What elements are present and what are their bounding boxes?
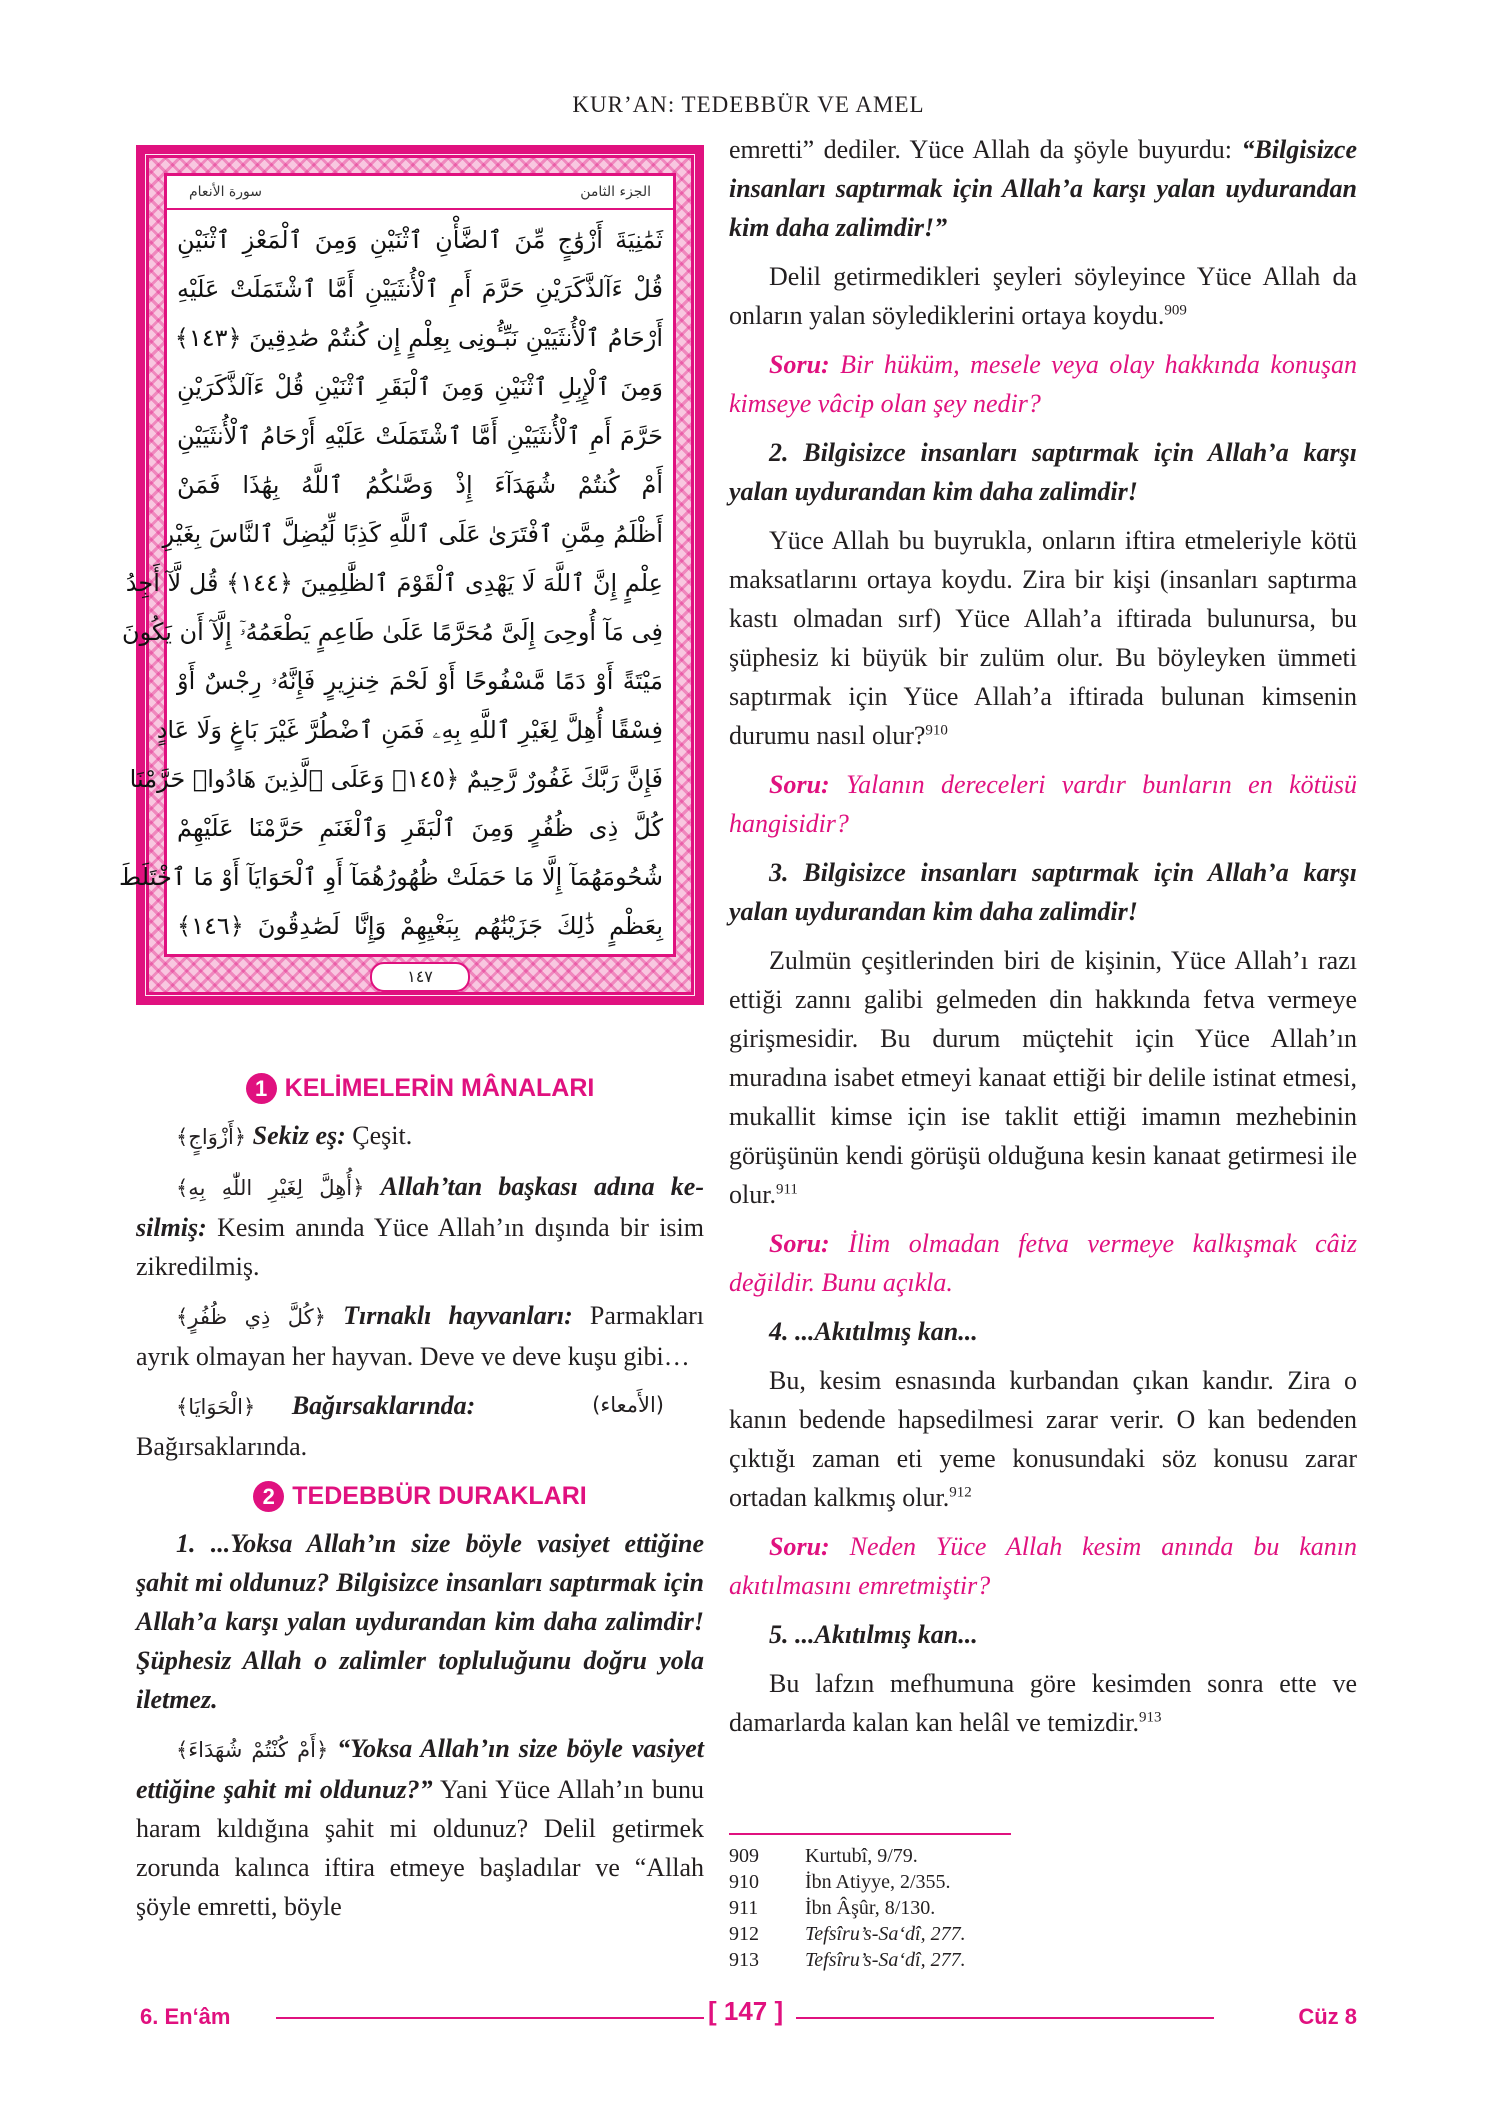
ayah-line: أَظْلَمُ مِمَّنِ ٱفْتَرَىٰ عَلَى ٱللَّهِ كَذِبًا لِّيُضِلَّ ٱلنَّاسَ بِغَيْرِ xyxy=(162,520,663,548)
word-entry xyxy=(136,1167,704,1286)
mushaf-page-number: ١٤٧ xyxy=(370,962,470,992)
term-label: Allah’tan başkası adına ke-silmiş: xyxy=(136,1171,705,1242)
arabic-term: ﴿أُهِلَّ لِغَيْرِ اللّٰهِ بِهِ﴾ xyxy=(176,1175,365,1200)
ayah-line: وَمِنَ ٱلْإِبِلِ ٱثْنَيْنِ وَمِنَ ٱلْبَقَرِ ٱثْنَيْنِ قُلْ ءَآلذَّكَرَيْنِ xyxy=(177,373,663,401)
footnote-item xyxy=(729,1947,966,1973)
footer-rule-right xyxy=(796,2017,1214,2019)
ayah-line: شُحُومَهُمَآ إِلَّا مَا حَمَلَتْ ظُهُورُهُمَآ أَوِ ٱلْحَوَايَآ أَوْ مَا ٱخْتَلَطَ xyxy=(119,863,663,891)
reflection-heading: 4. ...Akıtılmış kan... xyxy=(769,1317,978,1346)
reflection-heading: 3. Bilgisizce insanları saptırmak için Allah’a karşı yalan uydurandan kim daha zalimdir! xyxy=(729,858,1357,926)
reflection-heading: 1. ...Yoksa Allah’ın size böyle vasiyet ettiğine şahit mi oldunuz? Bilgisizce insanları saptırmak için Allah’a karşı yalan uydurandan kim daha zalimdir! Şüphesiz Allah o zalimler topluluğunu doğru yola iletmez. xyxy=(136,1528,704,1714)
body-text: Yüce Allah bu buyrukla, onların iftira etmeleriyle kötü maksatlarını ortaya koydu. Zira bir kişi (insanları saptırma kastı olmadan sırf) Yüce Allah’a iftirada bulunursa, bu şüphesiz ki büyük bir zulüm olur. Bu böyleyken ümmeti saptırmak için Yüce Allah’a iftirada bulunan kimsenin durumu nasıl olur? xyxy=(729,526,1357,750)
arabic-quote: ﴿أَمْ كُنْتُمْ شُهَدَاءَ﴾ xyxy=(176,1737,329,1762)
footnote-number: 910 xyxy=(729,1871,759,1893)
question-label: Soru: xyxy=(769,1532,830,1561)
section-number-badge: 1 xyxy=(246,1073,277,1104)
section-title-text: TEDEBBÜR DURAKLARI xyxy=(292,1481,587,1510)
body-paragraph xyxy=(729,1361,1357,1517)
body-paragraph xyxy=(729,1664,1357,1742)
body-text: Bu, kesim esnasında kurbandan çıkan kandır. Zira o kanın bedende hapsedilmesi zarar verir. O kan bedenden çıktığı zaman eti yeme konusundaki söz konusu zarar ortadan kalkmış olur. xyxy=(729,1366,1357,1512)
ayah-line: ثَمَٰنِيَةَ أَزْوَٰجٍ مِّنَ ٱلضَّأْنِ ٱثْنَيْنِ وَمِنَ ٱلْمَعْزِ ٱثْنَيْنِ xyxy=(177,226,663,254)
page-footer xyxy=(136,1996,1357,2036)
right-column xyxy=(729,130,1357,1752)
word-entry xyxy=(136,1386,704,1466)
footnote-number: 913 xyxy=(729,1949,759,1971)
footnote-number: 909 xyxy=(729,1845,759,1867)
running-header: KUR’AN: TEDEBBÜR VE AMEL xyxy=(572,92,925,117)
reflection-heading: 2. Bilgisizce insanları saptırmak için Allah’a karşı yalan uydurandan kim daha zalimdir! xyxy=(729,438,1357,506)
question-paragraph xyxy=(729,1224,1357,1302)
term-meaning: Çeşit. xyxy=(345,1120,413,1150)
footnote-text: İbn Âşûr, 8/130. xyxy=(805,1897,936,1919)
mushaf-frame xyxy=(119,145,704,1005)
footnote-item xyxy=(729,1921,966,1947)
footer-surah: 6. En‘âm xyxy=(140,2004,231,2029)
mushaf-juz-label: الجزء الثامن xyxy=(580,184,651,200)
footnote-text: Tefsîru’s-Sa‘dî, 277. xyxy=(805,1949,966,1971)
footnote-number: 912 xyxy=(729,1923,759,1945)
term-meaning: Bağırsaklarında. xyxy=(136,1431,308,1461)
footnote-ref[interactable]: 910 xyxy=(925,722,948,739)
ayah-line: فِى مَآ أُوحِىَ إِلَىَّ مُحَرَّمًا عَلَىٰ طَاعِمٍ يَطْعَمُهُۥٓ إِلَّآ أَن يَكُونَ xyxy=(121,618,663,646)
section-title-text: KELİMELERİN MÂNALARI xyxy=(284,1073,595,1102)
question-text: İlim olmadan fetva vermeye kalkışmak câiz değildir. Bunu açıkla. xyxy=(729,1229,1357,1297)
section-number-badge: 2 xyxy=(253,1481,284,1512)
ayah-line: عِلْمٍ إِنَّ ٱللَّهَ لَا يَهْدِى ٱلْقَوْمَ ٱلظَّٰلِمِينَ ﴿١٤٤﴾ قُل لَّآ أَجِدُ xyxy=(125,569,663,597)
body-text: Delil getirmedikleri şeyleri söyleyince Yüce Allah da onların yalan söylediklerini ortaya koydu. xyxy=(729,262,1357,330)
question-text: Yalanın dereceleri vardır bunların en kötüsü hangisidir? xyxy=(729,770,1357,838)
question-label: Soru: xyxy=(769,350,830,379)
footnote-text: İbn Atiyye, 2/355. xyxy=(805,1871,951,1893)
ayah-line: فِسْقًا أُهِلَّ لِغَيْرِ ٱللَّهِ بِهِۦ فَمَنِ ٱضْطُرَّ غَيْرَ بَاغٍ وَلَا عَادٍ xyxy=(156,716,663,744)
footnote-number: 911 xyxy=(729,1897,759,1919)
footnote-ref[interactable]: 913 xyxy=(1139,1709,1162,1726)
ayah-line: كُلَّ ذِى ظُفُرٍ وَمِنَ ٱلْبَقَرِ وَٱلْغَنَمِ حَرَّمْنَا عَلَيْهِمْ xyxy=(177,814,663,842)
term-label: Sekiz eş: xyxy=(252,1120,346,1150)
section-title-tedebbur xyxy=(136,1476,704,1516)
question-paragraph xyxy=(729,1527,1357,1605)
footer-rule-left xyxy=(276,2017,704,2019)
mushaf-text xyxy=(119,216,663,944)
ayah-line: قُلْ ءَآلذَّكَرَيْنِ حَرَّمَ أَمِ ٱلْأُنثَيَيْنِ أَمَّا ٱشْتَمَلَتْ عَلَيْهِ xyxy=(177,275,663,303)
footnote-ref[interactable]: 911 xyxy=(775,1181,798,1198)
quote-translation: “Yoksa Allah’ın size böyle vasiyet ettiğine şahit mi oldunuz?” xyxy=(136,1733,705,1804)
reflection-heading: 5. ...Akıtılmış kan... xyxy=(769,1620,978,1649)
question-text: Bir hüküm, mesele veya olay hakkında konuşan kimseye vâcip olan şey nedir? xyxy=(729,350,1357,418)
word-entry xyxy=(136,1116,704,1157)
question-label: Soru: xyxy=(769,1229,830,1258)
mushaf-header xyxy=(167,176,673,210)
ayah-line: أَمْ كُنتُمْ شُهَدَآءَ إِذْ وَصَّىٰكُمُ ٱللَّهُ بِهَٰذَا فَمَنْ xyxy=(177,471,663,499)
footnotes xyxy=(729,1843,966,1973)
body-paragraph xyxy=(729,941,1357,1214)
question-label: Soru: xyxy=(769,770,830,799)
arabic-gloss: (الأَمعاء) xyxy=(592,1392,664,1417)
footnote-item xyxy=(729,1895,966,1921)
question-paragraph xyxy=(729,345,1357,423)
mushaf-page xyxy=(119,173,676,957)
question-text: Neden Yüce Allah kesim anında bu kanın akıtılmasını emretmiştir? xyxy=(729,1532,1357,1600)
ayah-line: أَرْحَامُ ٱلْأُنثَيَيْنِ نَبِّـُٔونِى بِعِلْمٍ إِن كُنتُمْ صَٰدِقِينَ ﴿١٤٣﴾ xyxy=(174,324,663,352)
footnote-ref[interactable]: 909 xyxy=(1164,302,1187,319)
left-column xyxy=(136,1068,704,1936)
verse-quote: “Bilgisizce insanları saptırmak için Allah’a karşı yalan uydurandan kim daha zalimdir!” xyxy=(729,135,1357,242)
term-label: Bağırsaklarında: xyxy=(291,1390,476,1420)
footnote-divider xyxy=(729,1833,1011,1835)
body-paragraph xyxy=(729,130,1357,247)
body-paragraph xyxy=(729,257,1357,335)
arabic-term: ﴿كُلَّ ذِي ظُفُرٍ﴾ xyxy=(176,1304,326,1329)
body-text: Yani Yüce Allah’ın bunu haram kıldığına şahit mi oldunuz? Delil getirmek zorunda kalınca iftira etmeye başladılar ve “Allah şöyle emretti, böyle xyxy=(136,1774,704,1921)
word-entry xyxy=(136,1296,704,1376)
body-text: Zulmün çeşitlerinden biri de kişinin, Yüce Allah’ı razı ettiği zannı galibi gelmeden din hakkında fetva vermeye girişmesidir. Bu durum müçtehit için Yüce Allah’ın muradına isabet etmeyi kanaat ettiği bir delile istinat etmesi, mukallit kimse için ise taklit ettiği imamın mezhebinin görüşünün kendi görüşü olduğuna kesin kanaat getirmesi ile olur. xyxy=(729,946,1357,1209)
mushaf-surah-label: سورة الأنعام xyxy=(189,184,262,200)
footnote-item xyxy=(729,1869,966,1895)
footnote-item xyxy=(729,1843,966,1869)
question-paragraph xyxy=(729,765,1357,843)
footnote-text: Kurtubî, 9/79. xyxy=(805,1845,918,1867)
reflection-body xyxy=(136,1729,704,1926)
footer-juz: Cüz 8 xyxy=(1298,2004,1357,2029)
ayah-line: مَيْتَةً أَوْ دَمًا مَّسْفُوحًا أَوْ لَحْمَ خِنزِيرٍ فَإِنَّهُۥ رِجْسٌ أَوْ xyxy=(177,667,663,695)
footnote-ref[interactable]: 912 xyxy=(949,1484,972,1501)
ayah-line: بِعَظْمٍ ذَٰلِكَ جَزَيْنَٰهُم بِبَغْيِهِمْ وَإِنَّا لَصَٰدِقُونَ ﴿١٤٦﴾ xyxy=(177,912,663,940)
body-text: emretti” dediler. Yüce Allah da şöyle buyurdu: xyxy=(729,135,1242,164)
body-text: Bu lafzın mefhumuna göre kesimden sonra ette ve damarlarda kalan kan helâl ve temizdir. xyxy=(729,1669,1357,1737)
term-label: Tırnaklı hayvanları: xyxy=(343,1300,573,1330)
term-meaning: Kesim anında Yüce Allah’ın dışında bir isim zikredilmiş. xyxy=(136,1212,704,1281)
footnote-text: Tefsîru’s-Sa‘dî, 277. xyxy=(805,1923,966,1945)
ayah-line: حَرَّمَ أَمِ ٱلْأُنثَيَيْنِ أَمَّا ٱشْتَمَلَتْ عَلَيْهِ أَرْحَامُ ٱلْأُنثَيَيْنِ xyxy=(177,422,663,450)
term-meaning: Parmakları ayrık olmayan her hayvan. Deve ve deve kuşu gibi… xyxy=(136,1300,704,1371)
arabic-term: ﴿الْحَوَايَا﴾ xyxy=(176,1394,256,1419)
body-paragraph xyxy=(729,521,1357,755)
page-number: [ 147 ] xyxy=(708,1996,784,2026)
ayah-line: فَإِنَّ رَبَّكَ غَفُورٌ رَّحِيمٌ ﴿١٤٥﴾ وَعَلَى ٱلَّذِينَ هَادُوا۟ حَرَّمْنَا xyxy=(129,765,663,793)
section-title-words xyxy=(136,1068,704,1108)
arabic-term: ﴿أَزْوَاجٍ﴾ xyxy=(176,1124,247,1149)
